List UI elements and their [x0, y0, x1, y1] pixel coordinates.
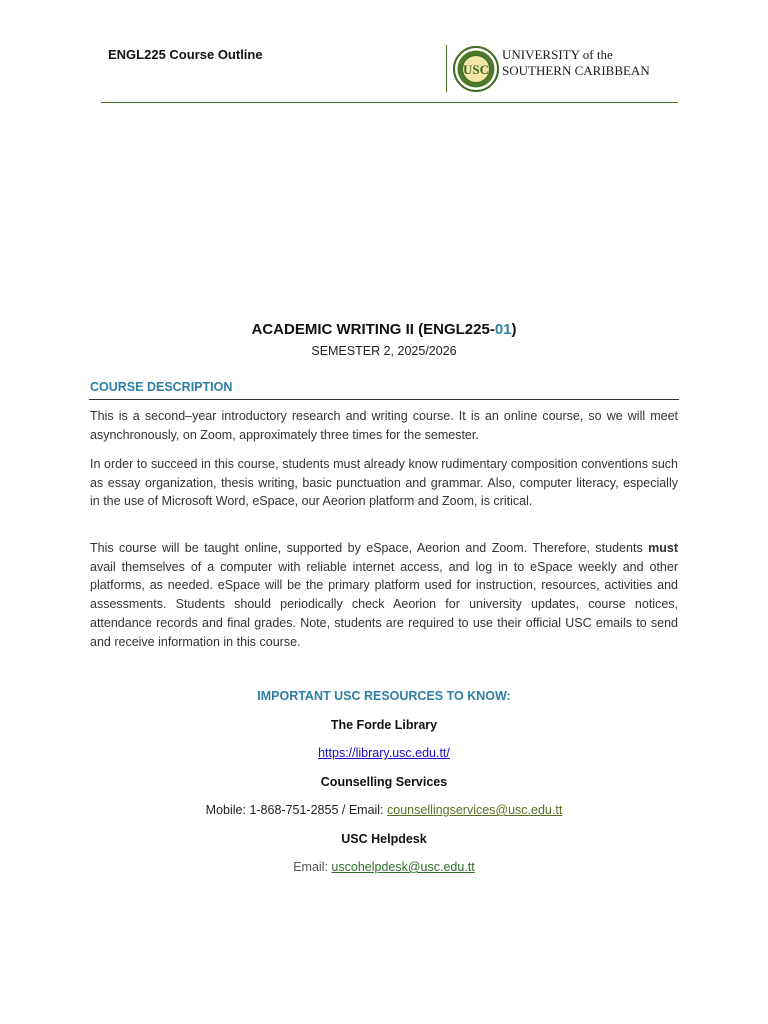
university-name-line2: SOUTHERN CARIBBEAN [502, 63, 650, 78]
course-title-suffix: ) [511, 321, 517, 338]
document-title: ENGL225 Course Outline [108, 47, 263, 62]
section-divider [89, 399, 679, 400]
counselling-contact-prefix: Mobile: 1-868-751-2855 / Email: [205, 803, 388, 817]
paragraph-3-emphasis: must [648, 541, 678, 555]
library-link-row [0, 746, 768, 760]
semester-label: SEMESTER 2, 2025/2026 [311, 344, 457, 358]
resources-heading: IMPORTANT USC RESOURCES TO KNOW: [257, 689, 511, 703]
library-name: The Forde Library [330, 718, 438, 732]
logo-letters: USC [462, 62, 490, 77]
course-description-heading: COURSE DESCRIPTION [90, 380, 233, 394]
library-link[interactable]: https://library.usc.edu.tt/ [318, 746, 450, 760]
description-paragraph-3 [90, 539, 678, 651]
helpdesk-contact-prefix: Email: [293, 860, 332, 874]
university-seal-icon [453, 46, 499, 92]
description-paragraph-2: In order to succeed in this course, students must already know rudimentary composition conventions such as essay organization, thesis writing, basic punctuation and grammar. Also, computer literacy, especially in the use of Microsoft Word, eSpace, our Aeorion platform and Zoom, is critical. [90, 457, 678, 509]
helpdesk-contact [0, 860, 768, 874]
counselling-email-link[interactable]: counsellingservices@usc.edu.tt [387, 803, 563, 817]
university-name-line1: UNIVERSITY of the [502, 47, 613, 62]
university-name [502, 47, 650, 79]
course-title-prefix: ACADEMIC WRITING II (ENGL225- [251, 321, 495, 338]
counselling-name: Counselling Services [320, 775, 448, 789]
header-divider [101, 102, 678, 103]
course-section-number: 01 [494, 321, 512, 338]
course-title [0, 321, 768, 338]
header-vertical-divider [446, 45, 447, 92]
description-paragraph-1: This is a second–year introductory research and writing course. It is an online course, so we will meet asynchronously, on Zoom, approximately three times for the semester. [90, 409, 678, 442]
paragraph-3-text-start: This course will be taught online, supported by eSpace, Aeorion and Zoom. Therefore, students [90, 541, 649, 555]
paragraph-3-text-end: avail themselves of a computer with reliable internet access, and log in to eSpace weekly and other platforms, as needed. eSpace will be the primary platform used for instruction, resources, activities and assessments. Students should periodically check Aeorion for university updates, course notices, attendance records and final grades. Note, students are required to use their official USC emails to send and receive information in this course. [90, 559, 678, 649]
helpdesk-name: USC Helpdesk [341, 832, 427, 846]
counselling-contact [0, 803, 768, 817]
helpdesk-email-link[interactable]: uscohelpdesk@usc.edu.tt [331, 860, 475, 874]
